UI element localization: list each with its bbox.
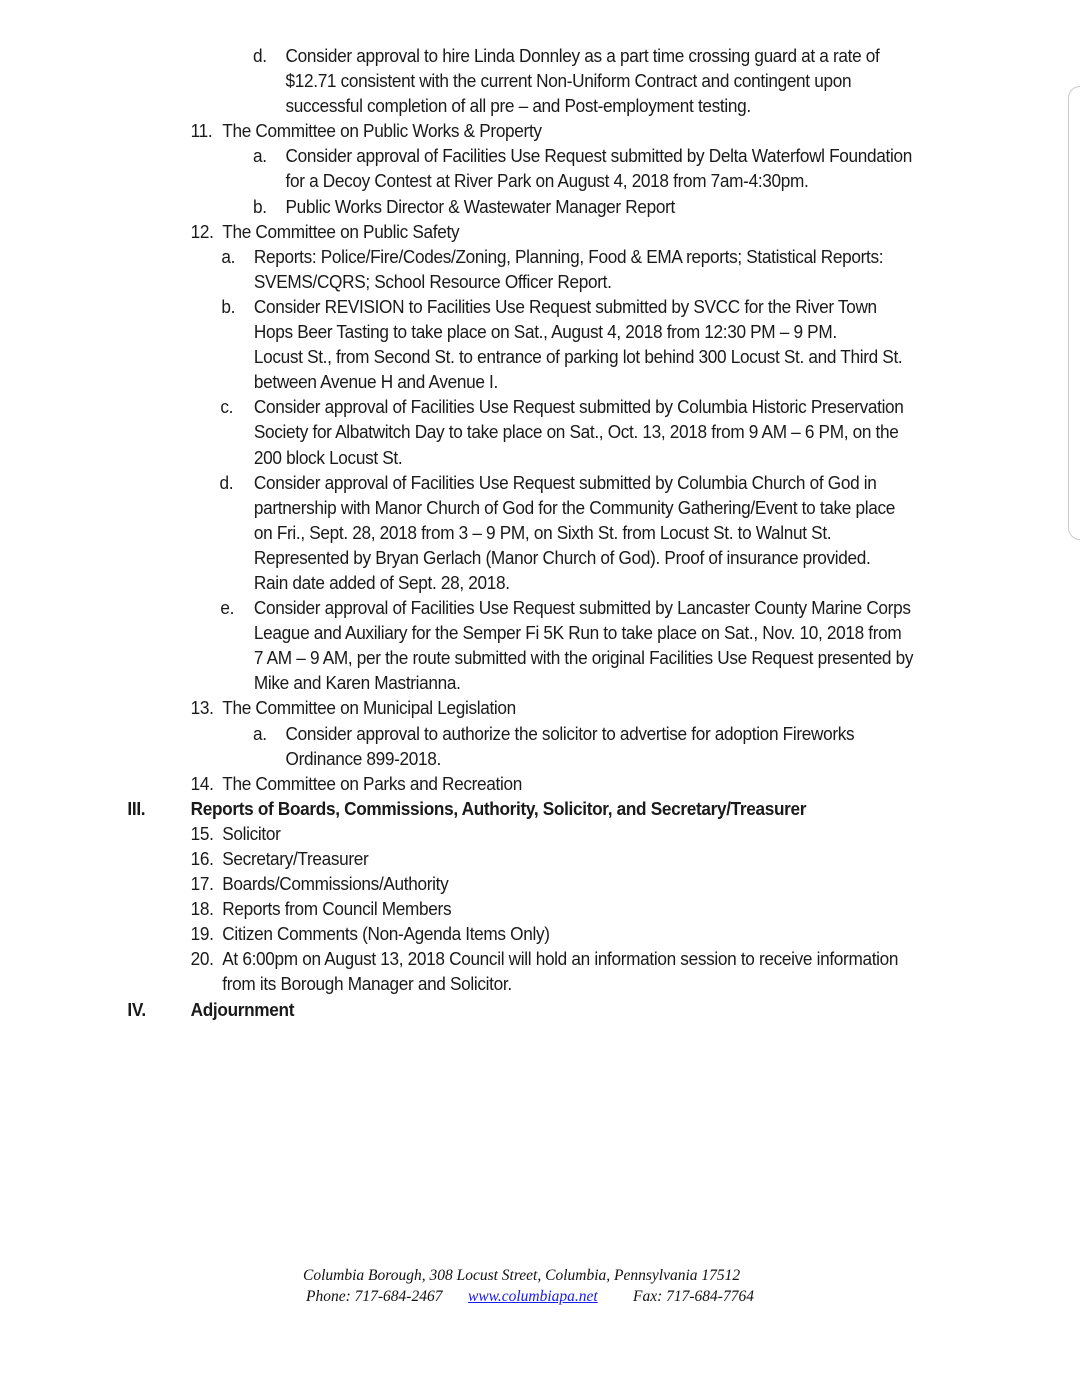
section-title: Reports of Boards, Commissions, Authority, Solicitor, and Secretary/Treasurer xyxy=(190,797,807,819)
scrollbar-edge[interactable] xyxy=(1068,86,1080,540)
footer-website-link[interactable]: www.columbiapa.net xyxy=(468,1288,598,1305)
agenda-item xyxy=(0,771,1004,796)
agenda-item xyxy=(0,43,1004,118)
item-label: e. xyxy=(220,597,235,619)
item-label: a. xyxy=(252,145,267,167)
item-text: Consider approval to authorize the solicitor to advertise for adoption Fireworks xyxy=(285,722,855,744)
item-number: 14. xyxy=(190,772,214,794)
item-text: The Committee on Public Safety xyxy=(222,220,460,242)
agenda-item xyxy=(0,946,1004,996)
agenda-subitem xyxy=(0,721,1004,771)
agenda-subitem xyxy=(0,194,1004,219)
item-text: League and Auxiliary for the Semper Fi 5K Run to take place on Sat., Nov. 10, 2018 from xyxy=(253,622,902,644)
item-text: Consider REVISION to Facilities Use Request submitted by SVCC for the River Town xyxy=(253,295,877,317)
item-text: Locust St., from Second St. to entrance of parking lot behind 300 Locust St. and Third St. xyxy=(253,346,903,368)
item-text: Mike and Karen Mastrianna. xyxy=(253,672,461,694)
section-heading xyxy=(0,997,1004,1022)
item-label: c. xyxy=(220,396,234,418)
section-title: Adjournment xyxy=(190,998,295,1020)
agenda-item xyxy=(0,871,1004,896)
item-number: 15. xyxy=(190,822,214,844)
item-text: Society for Albatwitch Day to take place on Sat., Oct. 13, 2018 from 9 AM – 6 PM, on the xyxy=(253,421,899,443)
agenda-item xyxy=(0,921,1004,946)
section-number: IV. xyxy=(127,998,146,1020)
section-number: III. xyxy=(127,797,146,819)
agenda-item xyxy=(0,219,1004,244)
item-text: Rain date added of Sept. 28, 2018. xyxy=(253,571,510,593)
footer-phone: Phone: 717-684-2467 xyxy=(306,1288,443,1305)
item-text: 200 block Locust St. xyxy=(253,446,403,468)
item-label: a. xyxy=(252,722,267,744)
item-text: The Committee on Municipal Legislation xyxy=(222,697,516,719)
item-text: The Committee on Parks and Recreation xyxy=(222,772,522,794)
item-text: Ordinance 899-2018. xyxy=(285,747,441,769)
item-label: b. xyxy=(221,295,236,317)
footer-address: Columbia Borough, 308 Locust Street, Columbia, Pennsylvania 17512 xyxy=(303,1267,741,1284)
agenda-item xyxy=(0,896,1004,921)
item-label: b. xyxy=(252,195,267,217)
item-text: Represented by Bryan Gerlach (Manor Church of God). Proof of insurance provided. xyxy=(253,546,871,568)
item-text: from its Borough Manager and Solicitor. xyxy=(222,973,512,995)
item-text: Secretary/Treasurer xyxy=(222,848,369,869)
item-number: 20. xyxy=(190,948,214,970)
agenda-subitem xyxy=(0,143,1004,193)
item-text: Reports from Council Members xyxy=(222,898,452,920)
item-text: SVEMS/CQRS; School Resource Officer Report. xyxy=(253,270,612,292)
item-number: 18. xyxy=(190,898,214,920)
item-text: Consider approval of Facilities Use Request submitted by Delta Waterfowl Foundation xyxy=(285,145,912,167)
item-text: for a Decoy Contest at River Park on August 4, 2018 from 7am-4:30pm. xyxy=(285,170,809,192)
item-number: 17. xyxy=(190,873,214,895)
item-text: partnership with Manor Church of God for the Community Gathering/Event to take place xyxy=(253,496,896,518)
section-heading xyxy=(0,796,1004,821)
item-text: Citizen Comments (Non-Agenda Items Only) xyxy=(222,923,550,945)
agenda-subitem xyxy=(0,244,1004,294)
item-text: $12.71 consistent with the current Non-Uniform Contract and contingent upon xyxy=(285,70,852,92)
item-text: Solicitor xyxy=(222,822,281,844)
footer-fax: Fax: 717-684-7764 xyxy=(633,1288,754,1305)
agenda-subitem xyxy=(0,595,1004,695)
item-text: Consider approval to hire Linda Donnley as a part time crossing guard at a rate of xyxy=(285,45,880,66)
item-text: 7 AM – 9 AM, per the route submitted with the original Facilities Use Request presented by xyxy=(253,647,914,669)
agenda-item xyxy=(0,695,1004,720)
item-number: 19. xyxy=(190,923,214,945)
agenda-item xyxy=(0,846,1004,871)
item-label: a. xyxy=(221,245,236,267)
item-text: Consider approval of Facilities Use Request submitted by Columbia Church of God in xyxy=(253,471,877,493)
item-number: 11. xyxy=(190,120,213,142)
item-text: Hops Beer Tasting to take place on Sat., August 4, 2018 from 12:30 PM – 9 PM. xyxy=(253,321,837,343)
agenda-subitem xyxy=(0,470,1004,595)
item-text: on Fri., Sept. 28, 2018 from 3 – 9 PM, on Sixth St. from Locust St. to Walnut St. xyxy=(253,521,832,543)
item-text: The Committee on Public Works & Property xyxy=(222,120,542,142)
item-text: Public Works Director & Wastewater Manager Report xyxy=(285,195,675,217)
agenda-item xyxy=(0,118,1004,143)
agenda-subitem xyxy=(0,294,1004,394)
item-text: Consider approval of Facilities Use Request submitted by Columbia Historic Preservation xyxy=(253,396,904,418)
item-text: between Avenue H and Avenue I. xyxy=(253,371,498,393)
item-text: Reports: Police/Fire/Codes/Zoning, Planning, Food & EMA reports; Statistical Reports: xyxy=(253,245,884,267)
agenda-subitem xyxy=(0,394,1004,469)
item-text: At 6:00pm on August 13, 2018 Council will hold an information session to receive information xyxy=(222,948,899,970)
item-label: d. xyxy=(252,45,267,66)
item-text: Boards/Commissions/Authority xyxy=(222,873,449,895)
item-number: 16. xyxy=(190,848,214,869)
item-label: d. xyxy=(219,471,234,493)
item-number: 12. xyxy=(190,220,214,242)
item-text: successful completion of all pre – and Post-employment testing. xyxy=(285,95,751,117)
agenda-item xyxy=(0,821,1004,846)
item-text: Consider approval of Facilities Use Request submitted by Lancaster County Marine Corps xyxy=(253,597,911,619)
item-number: 13. xyxy=(190,697,214,719)
